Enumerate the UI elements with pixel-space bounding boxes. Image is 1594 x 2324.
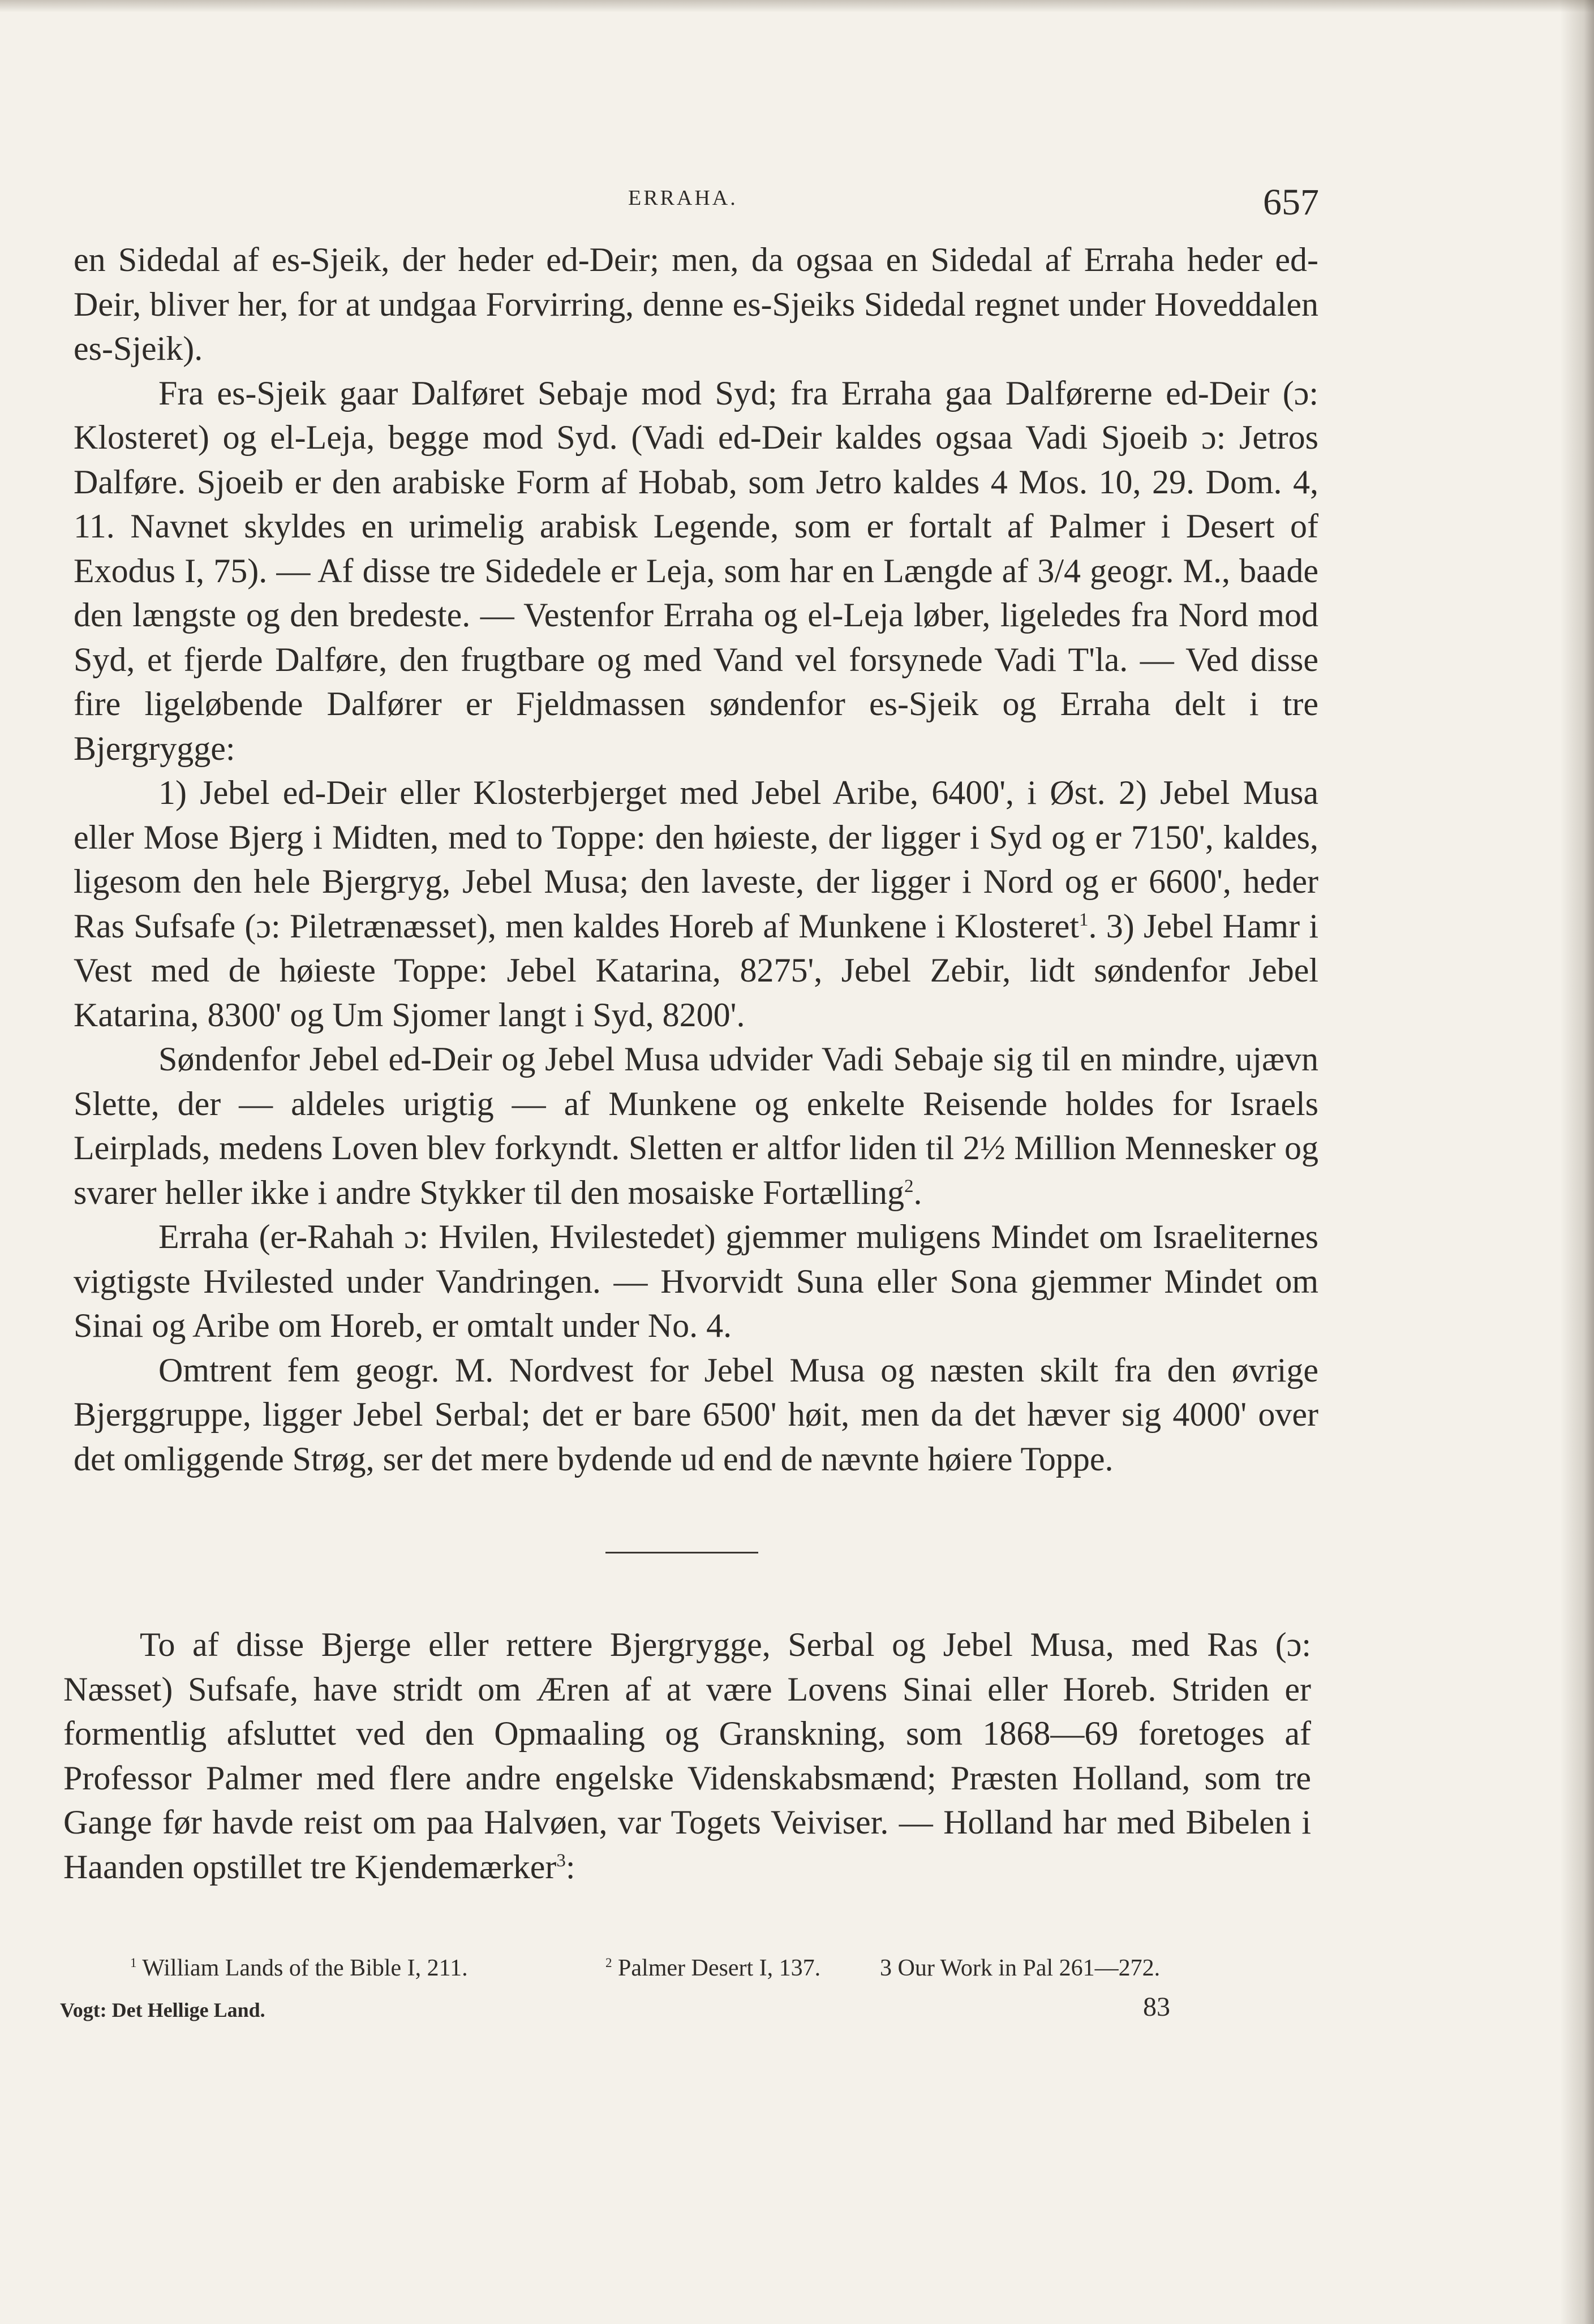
main-text-block — [74, 238, 1318, 1481]
footnotes — [130, 1955, 1296, 1989]
footnote-mark-2: 2 — [904, 1176, 914, 1197]
page-number: 657 — [1263, 182, 1319, 223]
footnote-mark-3: 3 — [556, 1850, 566, 1871]
paragraph-4-text: Søndenfor Jebel ed-Deir og Jebel Musa udvider Vadi Sebaje sig til en mindre, ujævn Slette, der — aldeles urigtig — af Munkene og enkelte Reisende holdes for Israels Leirplads, medens Loven blev forkyndt. Sletten er altfor liden til 2½ Million Mennesker og svarer heller ikke i andre Stykker til den mosaiske Fortælling — [74, 1040, 1318, 1211]
printer-signature: Vogt: Det Hellige Land. — [60, 1999, 265, 2021]
footnote-mark-1: 1 — [1079, 909, 1089, 930]
paragraph-2: Fra es-Sjeik gaar Dalføret Sebaje mod Syd; fra Erraha gaa Dalførerne ed-Deir (ɔ: Klosteret) og el-Leja, begge mod Syd. (Vadi ed-Deir kaldes ogsaa Vadi Sjoeib ɔ: Jetros Dalføre. Sjoeib er den arabiske Form af Hobab, som Jetro kaldes 4 Mos. 10, 29. Dom. 4, 11. Navnet skyldes en urimelig arabisk Legende, som er fortalt af Palmer i Desert of Exodus I, 75). — Af disse tre Sidedele er Leja, som har en Længde af 3/4 geogr. M., baade den længste og den bredeste. — Vestenfor Erraha og el-Leja løber, ligeledes fra Nord mod Syd, et fjerde Dalføre, den frugtbare og med Vand vel forsynede Vadi T'la. — Ved disse fire ligeløbende Dalfører er Fjeldmassen søndenfor es-Sjeik og Erraha delt i tre Bjergrygge: — [74, 374, 1318, 767]
footnote-1: $^1$ William Lands of the Bible I, 211. — [130, 1955, 468, 1981]
signature-number: 83 — [1143, 1992, 1170, 2022]
paragraph-1: en Sidedal af es-Sjeik, der heder ed-Deir; men, da ogsaa en Sidedal af Erraha heder ed-Deir, bliver her, for at undgaa Forvirring, denne es-Sjeiks Sidedal regnet under Hoveddalen es-Sjeik). — [74, 241, 1318, 367]
paragraph-3: 1) Jebel ed-Deir eller Klosterbjerget med Jebel Aribe, 6400', i Øst. 2) Jebel Musa eller Mose Bjerg i Midten, med to Toppe: den høieste, der ligger i Syd og er 7150', kaldes, ligesom den hele Bjergryg, Jebel Musa; den laveste, der ligger i Nord og er 6600', heder Ras Sufsafe (ɔ: Piletrænæsset), men kaldes Horeb af Munkene i Klosteret$^1$. 3) Jebel Hamr i Vest med de høieste Toppe: Jebel Katarina, 8275', Jebel Zebir, lidt søndenfor Jebel Katarina, 8300' og Um Sjomer langt i Syd, 8200'. — [74, 774, 1318, 1034]
paragraph-4: Søndenfor Jebel ed-Deir og Jebel Musa udvider Vadi Sebaje sig til en mindre, ujævn Slette, der — aldeles urigtig — af Munkene og enkelte Reisende holdes for Israels Leirplads, medens Loven blev forkyndt. Sletten er altfor liden til 2½ Million Mennesker og svarer heller ikke i andre Stykker til den mosaiske Fortælling$^2$. — [74, 1040, 1318, 1211]
section-divider — [605, 1552, 758, 1553]
running-head: ERRAHA. — [628, 186, 738, 210]
footnote-3: 3 Our Work in Pal 261—272. — [880, 1955, 1161, 1981]
paragraph-3-text: 1) Jebel ed-Deir eller Klosterbjerget med Jebel Aribe, 6400', i Øst. 2) Jebel Musa eller Mose Bjerg i Midten, med to Toppe: den høieste, der ligger i Syd og er 7150', kaldes, ligesom den hele Bjergryg, Jebel Musa; den laveste, der ligger i Nord og er 6600', heder Ras Sufsafe (ɔ: Piletrænæsset), men kaldes Horeb af Munkene i Klosteret — [74, 774, 1318, 945]
paragraph-5: Erraha (er-Rahah ɔ: Hvilen, Hvilestedet) gjemmer muligens Mindet om Israeliternes vigtigste Hvilested under Vandringen. — Hvorvidt Suna eller Sona gjemmer Mindet om Sinai og Aribe om Horeb, er omtalt under No. 4. — [74, 1218, 1318, 1344]
second-text-block — [63, 1623, 1311, 1889]
paragraph-6: Omtrent fem geogr. M. Nordvest for Jebel Musa og næsten skilt fra den øvrige Bjerggruppe, ligger Jebel Serbal; det er bare 6500' høit, men da det hæver sig 4000' over det omliggende Strøg, ser det mere bydende ud end de nævnte høiere Toppe. — [74, 1351, 1318, 1478]
paragraph-7: To af disse Bjerge eller rettere Bjergrygge, Serbal og Jebel Musa, med Ras (ɔ: Næsset) Sufsafe, have stridt om Æren af at være Lovens Sinai eller Horeb. Striden er formentlig afsluttet ved den Opmaaling og Granskning, som 1868—69 foretoges af Professor Palmer med flere andre engelske Videnskabsmænd; Præsten Holland, som tre Gange før havde reist om paa Halvøen, var Togets Veiviser. — Holland har med Bibelen i Haanden opstillet tre Kjendemærker$^3$: — [63, 1626, 1311, 1886]
page-top-edge — [0, 0, 1594, 12]
paragraph-7-text: To af disse Bjerge eller rettere Bjergrygge, Serbal og Jebel Musa, med Ras (ɔ: Næsset) Sufsafe, have stridt om Æren af at være Lovens Sinai eller Horeb. Striden er formentlig afsluttet ved den Opmaaling og Granskning, som 1868—69 foretoges af Professor Palmer med flere andre engelske Videnskabsmænd; Præsten Holland, som tre Gange før havde reist om paa Halvøen, var Togets Veiviser. — Holland har med Bibelen i Haanden opstillet tre Kjendemærker — [63, 1626, 1311, 1886]
page-right-edge — [1560, 0, 1594, 2324]
paragraph-3-cont: 3) Jebel Hamr i Vest med de høieste Toppe: Jebel Katarina, 8275', Jebel Zebir, lidt søndenfor Jebel Katarina, 8300' og Um Sjomer langt i Syd, 8200'. — [74, 907, 1318, 1034]
footnote-2: $^2$ Palmer Desert I, 137. — [605, 1955, 821, 1981]
